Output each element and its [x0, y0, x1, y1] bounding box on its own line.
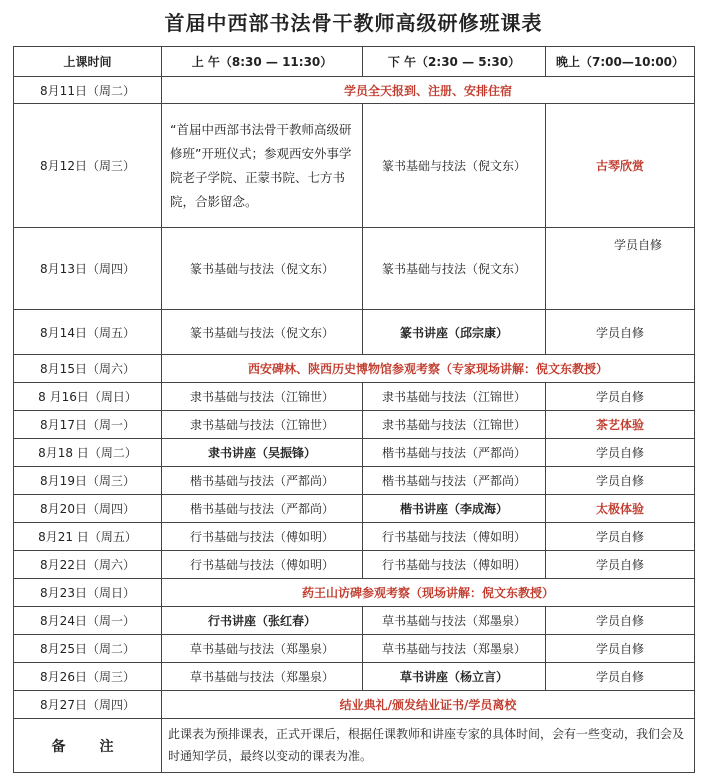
afternoon-cell: 行书基础与技法（傅如明）	[363, 551, 546, 579]
date-cell: 8月25日（周二）	[14, 635, 162, 663]
morning-cell: “首届中西部书法骨干教师高级研修班”开班仪式；参观西安外事学院老子学院、正蒙书院、七方书院，合影留念。	[162, 104, 363, 228]
afternoon-cell: 篆书基础与技法（倪文东）	[363, 104, 546, 228]
table-row	[14, 607, 695, 635]
table-row	[14, 467, 695, 495]
morning-cell: 行书讲座（张红春）	[162, 607, 363, 635]
table-row	[14, 495, 695, 523]
afternoon-cell: 草书基础与技法（郑墨泉）	[363, 607, 546, 635]
date-cell: 8月22日（周六）	[14, 551, 162, 579]
morning-cell: 楷书基础与技法（严都尚）	[162, 467, 363, 495]
note-label: 备 注	[14, 719, 162, 773]
table-row	[14, 635, 695, 663]
evening-cell: 学员自修	[546, 607, 695, 635]
morning-cell: 楷书基础与技法（严都尚）	[162, 495, 363, 523]
table-row	[14, 579, 695, 607]
header-time: 上课时间	[14, 47, 162, 77]
evening-cell: 茶艺体验	[546, 411, 695, 439]
date-cell: 8月23日（周日）	[14, 579, 162, 607]
morning-cell: 篆书基础与技法（倪文东）	[162, 310, 363, 355]
evening-cell: 太极体验	[546, 495, 695, 523]
date-cell: 8月21 日（周五）	[14, 523, 162, 551]
header-row	[14, 47, 695, 77]
evening-cell: 学员自修	[546, 663, 695, 691]
table-row	[14, 439, 695, 467]
afternoon-cell: 楷书基础与技法（严都尚）	[363, 439, 546, 467]
morning-cell: 篆书基础与技法（倪文东）	[162, 228, 363, 310]
date-cell: 8月18 日（周二）	[14, 439, 162, 467]
afternoon-cell: 篆书基础与技法（倪文东）	[363, 228, 546, 310]
schedule-table	[13, 46, 695, 773]
evening-cell: 学员自修	[546, 467, 695, 495]
morning-cell: 隶书基础与技法（江锦世）	[162, 383, 363, 411]
table-row	[14, 228, 695, 310]
full-day-activity: 结业典礼/颁发结业证书/学员离校	[162, 691, 695, 719]
table-row	[14, 663, 695, 691]
table-row	[14, 77, 695, 104]
morning-cell: 草书基础与技法（郑墨泉）	[162, 635, 363, 663]
date-cell: 8月17日（周一）	[14, 411, 162, 439]
table-row	[14, 355, 695, 383]
morning-cell: 草书基础与技法（郑墨泉）	[162, 663, 363, 691]
date-cell: 8月13日（周四）	[14, 228, 162, 310]
header-afternoon: 下 午（2:30 — 5:30）	[363, 47, 546, 77]
afternoon-cell: 篆书讲座（邱宗康）	[363, 310, 546, 355]
afternoon-cell: 隶书基础与技法（江锦世）	[363, 383, 546, 411]
morning-cell: 行书基础与技法（傅如明）	[162, 551, 363, 579]
afternoon-cell: 行书基础与技法（傅如明）	[363, 523, 546, 551]
table-row	[14, 310, 695, 355]
full-day-activity: 西安碑林、陕西历史博物馆参观考察（专家现场讲解：倪文东教授）	[162, 355, 695, 383]
afternoon-cell: 楷书讲座（李成海）	[363, 495, 546, 523]
date-cell: 8 月16日（周日）	[14, 383, 162, 411]
date-cell: 8月24日（周一）	[14, 607, 162, 635]
afternoon-cell: 楷书基础与技法（严都尚）	[363, 467, 546, 495]
evening-cell: 古琴欣赏	[546, 104, 695, 228]
evening-cell: 学员自修	[546, 635, 695, 663]
evening-cell: 学员自修	[546, 228, 695, 310]
note-text: 此课表为预排课表，正式开课后，根据任课教师和讲座专家的具体时间，会有一些变动，我们会及时通知学员，最终以变动的课表为准。	[162, 719, 695, 773]
table-row	[14, 383, 695, 411]
evening-cell: 学员自修	[546, 551, 695, 579]
morning-cell: 隶书讲座（吴振锋）	[162, 439, 363, 467]
table-row	[14, 523, 695, 551]
table-row	[14, 104, 695, 228]
morning-cell: 行书基础与技法（傅如明）	[162, 523, 363, 551]
evening-cell: 学员自修	[546, 310, 695, 355]
evening-cell: 学员自修	[546, 439, 695, 467]
evening-cell: 学员自修	[546, 383, 695, 411]
header-morning: 上 午（8:30 — 11:30）	[162, 47, 363, 77]
date-cell: 8月11日（周二）	[14, 77, 162, 104]
date-cell: 8月20日（周四）	[14, 495, 162, 523]
header-evening: 晚上（7:00—10:00）	[546, 47, 695, 77]
table-row	[14, 411, 695, 439]
date-cell: 8月14日（周五）	[14, 310, 162, 355]
date-cell: 8月19日（周三）	[14, 467, 162, 495]
date-cell: 8月26日（周三）	[14, 663, 162, 691]
note-row	[14, 719, 695, 773]
date-cell: 8月15日（周六）	[14, 355, 162, 383]
date-cell: 8月27日（周四）	[14, 691, 162, 719]
afternoon-cell: 草书基础与技法（郑墨泉）	[363, 635, 546, 663]
full-day-activity: 学员全天报到、注册、安排住宿	[162, 77, 695, 104]
morning-cell: 隶书基础与技法（江锦世）	[162, 411, 363, 439]
full-day-activity: 药王山访碑参观考察（现场讲解：倪文东教授）	[162, 579, 695, 607]
date-cell: 8月12日（周三）	[14, 104, 162, 228]
page-title: 首届中西部书法骨干教师高级研修班课表	[164, 11, 543, 35]
afternoon-cell: 草书讲座（杨立言）	[363, 663, 546, 691]
table-row	[14, 691, 695, 719]
table-row	[14, 551, 695, 579]
afternoon-cell: 隶书基础与技法（江锦世）	[363, 411, 546, 439]
evening-cell: 学员自修	[546, 523, 695, 551]
